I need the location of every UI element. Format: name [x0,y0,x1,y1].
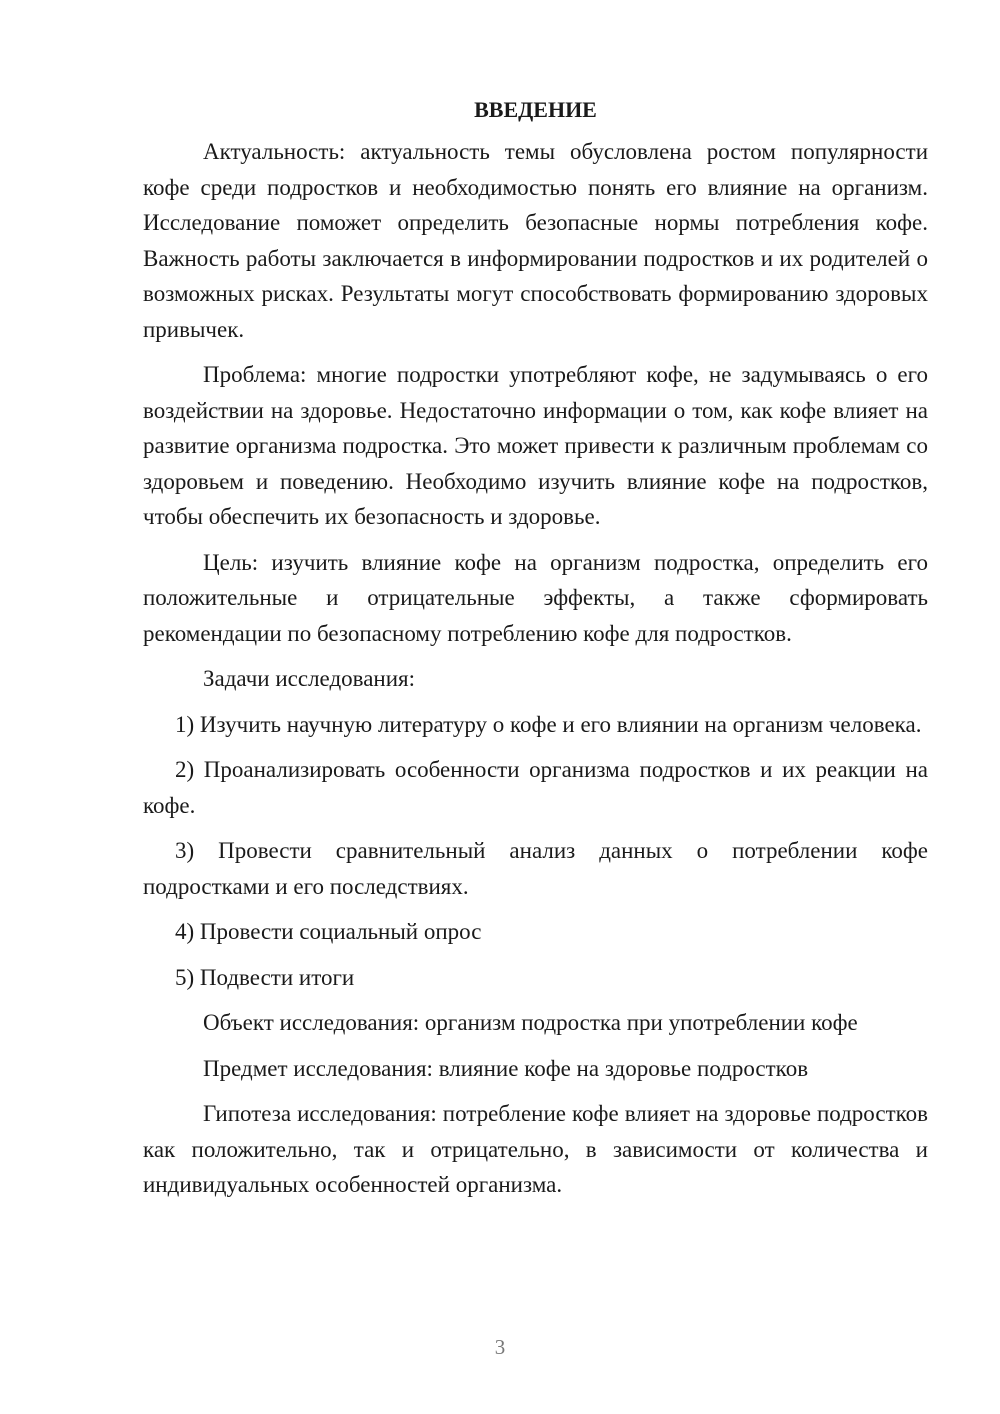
research-hypothesis: Гипотеза исследования: потребление кофе влияет на здоровье подростков как положительно, так и отрицательно, в зависимости от количества и индивидуальных особенностей организма. [143,1101,928,1197]
task-item-4: 4) Провести социальный опрос [175,919,482,944]
task-item-5: 5) Подвести итоги [175,964,355,990]
relevance-paragraph: Актуальность: актуальность темы обусловлена ростом популярности кофе среди подростков и необходимостью понять его влияние на организм. Исследование поможет определить безопасные нормы потребления кофе. Важность работы заключается в информировании подростков и их родителей о возможных рисках. Результаты могут способствовать формированию здоровых привычек. [143,139,928,342]
tasks-heading: Задачи исследования: [203,666,416,691]
task-item-3: 3) Провести сравнительный анализ данных о потреблении кофе подростками и его последствиях. [143,838,928,899]
problem-paragraph: Проблема: многие подростки употребляют кофе, не задумываясь о его воздействии на здоровье. Недостаточно информации о том, как кофе влияет на развитие организма подростка. Это может привести к различным проблемам со здоровьем и поведению. Необходимо изучить влияние кофе на подростков, чтобы обеспечить их безопасность и здоровье. [143,362,928,529]
goal-paragraph: Цель: изучить влияние кофе на организм подростка, определить его положительные и отрицательные эффекты, а также сформировать рекомендации по безопасному потреблению кофе для подростков. [143,549,928,646]
task-item-1: 1) Изучить научную литературу о кофе и его влиянии на организм человека. [175,711,922,737]
research-object: Объект исследования: организм подростка при употреблении кофе [203,1010,858,1035]
page-content [143,92,928,1203]
page-title: ВВЕДЕНИЕ [474,97,597,122]
research-subject: Предмет исследования: влияние кофе на здоровье подростков [203,1055,809,1081]
page-number: 3 [494,1335,506,1359]
task-item-2: 2) Проанализировать особенности организма подростков и их реакции на кофе. [143,757,928,818]
